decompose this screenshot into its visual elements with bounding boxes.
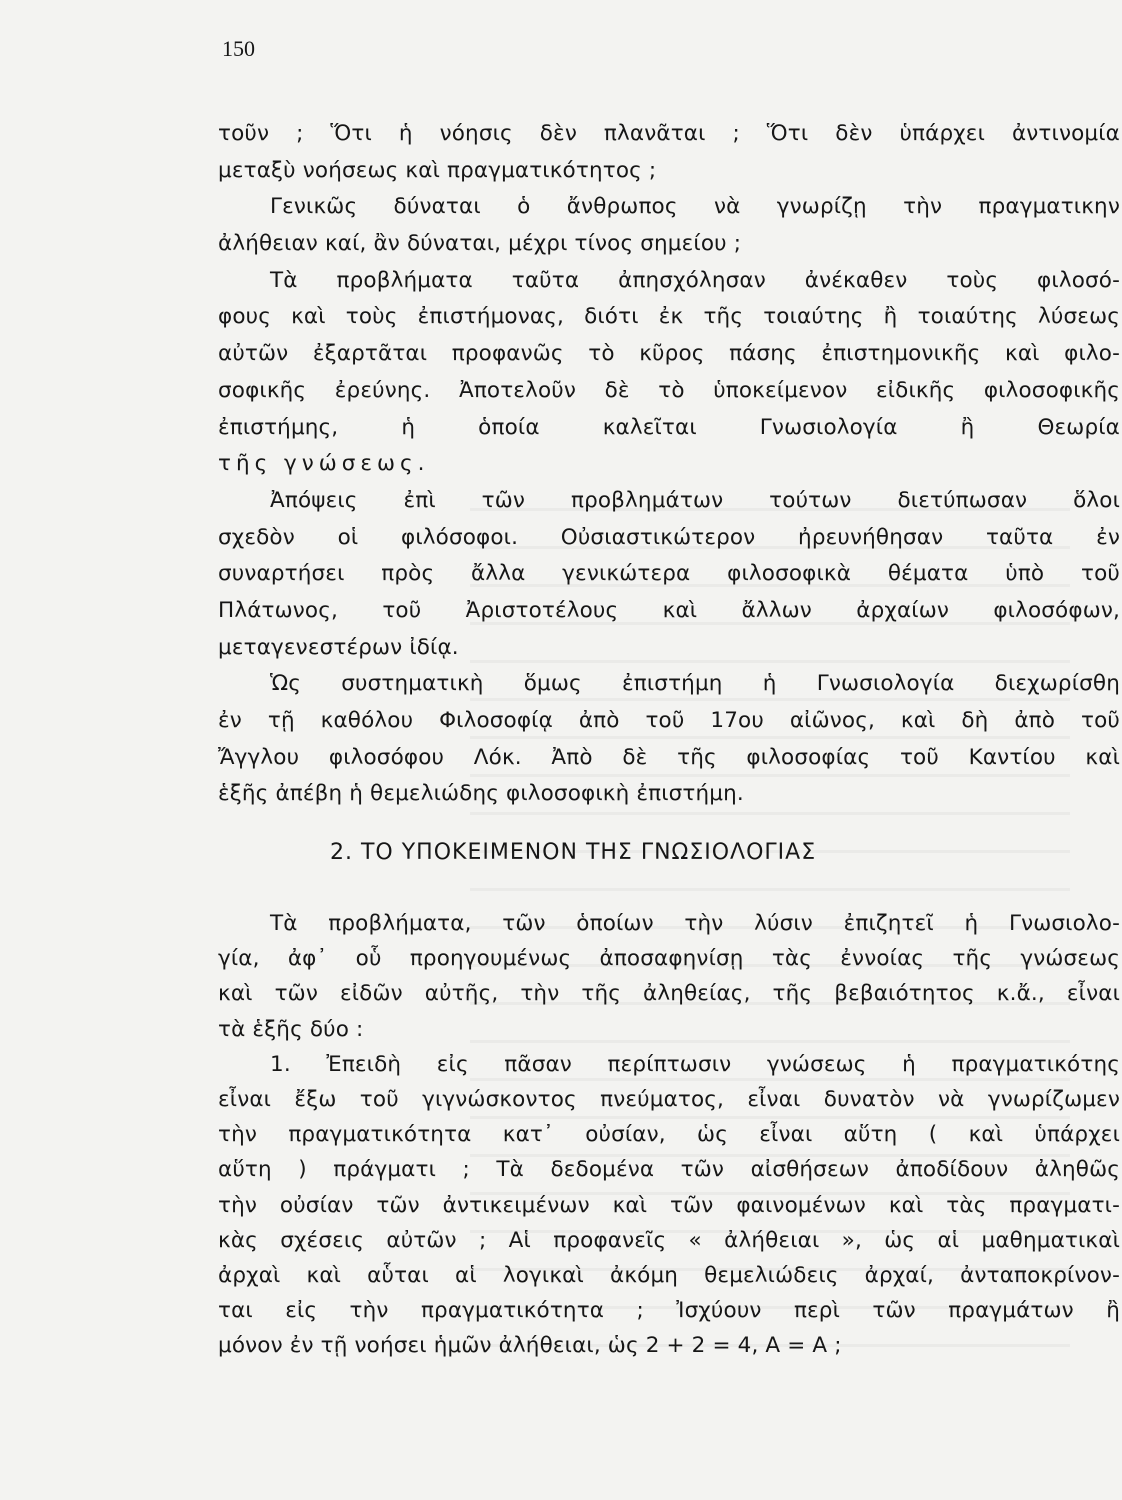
text-line: Ὡς συστηματικὴ ὅμως ἐπιστήμη ἡ Γνωσιολογία διεχωρίσθη (270, 671, 1120, 697)
text-line: τοῦν ; Ὅτι ἡ νόησις δὲν πλανᾶται ; Ὅτι δὲν ὑπάρχει ἀντινομία (218, 121, 1120, 146)
text-line: Ἀπόψεις ἐπὶ τῶν προβλημάτων τούτων διετύπωσαν ὅλοι (270, 487, 1120, 513)
text-line: καὶ τῶν εἰδῶν αὐτῆς, τὴν τῆς ἀληθείας, τῆς βεβαιότητος κ.ἄ., εἶναι (218, 981, 1120, 1007)
text-line: σχεδὸν οἱ φιλόσοφοι. Οὐσιαστικώτερον ἠρευνήθησαν ταῦτα ἐν (218, 524, 1120, 550)
page-number: 150 (222, 36, 255, 61)
text-line: Τὰ προβλήματα ταῦτα ἀπησχόλησαν ἀνέκαθεν τοὺς φιλοσό- (270, 267, 1120, 293)
text-line: ἀρχαὶ καὶ αὗται αἱ λογικαὶ ἀκόμη θεμελιώδεις ἀρχαί, ἀνταποκρίνον- (218, 1262, 1120, 1288)
text-line: κὰς σχέσεις αὐτῶν ; Αἱ προφανεῖς « ἀλήθειαι », ὡς αἱ μαθηματικαὶ (218, 1227, 1120, 1253)
text-line: ἑξῆς ἀπέβη ἡ θεμελιώδης φιλοσοφικὴ ἐπιστήμη. (218, 781, 744, 807)
text-line: τὰ ἑξῆς δύο : (218, 1016, 364, 1042)
text-line: μεταγενεστέρων ἰδίᾳ. (218, 634, 459, 660)
text-line: αὕτη ) πράγματι ; Τὰ δεδομένα τῶν αἰσθήσεων ἀποδίδουν ἀληθῶς (218, 1157, 1120, 1183)
text-line: ται εἰς τὴν πραγματικότητα ; Ἰσχύουν περὶ τῶν πραγμάτων ἢ (218, 1298, 1120, 1324)
paragraph (218, 189, 1120, 262)
text-line: ἀλήθειαν καί, ἂν δύναται, μέχρι τίνος σημείου ; (218, 231, 742, 257)
text-line: μόνον ἐν τῇ νοήσει ἡμῶν ἀλήθειαι, ὡς 2 + 2 = 4, Α = Α ; (218, 1333, 842, 1359)
text-line: συναρτήσει πρὸς ἄλλα γενικώτερα φιλοσοφικὰ θέματα ὑπὸ τοῦ (218, 561, 1120, 587)
text-line: Τὰ προβλήματα, τῶν ὁποίων τὴν λύσιν ἐπιζητεῖ ἡ Γνωσιολο- (270, 911, 1120, 936)
section-text-block (218, 906, 1120, 1363)
paragraph (218, 1047, 1120, 1364)
text-line: αὐτῶν ἐξαρτᾶται προφανῶς τὸ κῦρος πάσης ἐπιστημονικῆς καὶ φιλο- (218, 341, 1120, 367)
paragraph (218, 483, 1120, 666)
text-line: τὴν οὐσίαν τῶν ἀντικειμένων καὶ τῶν φαινομένων καὶ τὰς πραγματι- (218, 1192, 1120, 1218)
paragraph (218, 116, 1120, 189)
text-line: ἐπιστήμης, ἡ ὁποία καλεῖται Γνωσιολογία ἢ Θεωρία (218, 414, 1120, 440)
section-heading: 2. ΤΟ ΥΠΟΚΕΙΜΕΝΟΝ ΤΗΣ ΓΝΩΣΙΟΛΟΓΙΑΣ (330, 840, 817, 865)
paragraph (218, 906, 1120, 1047)
text-line: σοφικῆς ἐρεύνης. Ἀποτελοῦν δὲ τὸ ὑποκείμενον εἰδικῆς φιλοσοφικῆς (218, 377, 1120, 403)
text-line: φους καὶ τοὺς ἐπιστήμονας, διότι ἐκ τῆς τοιαύτης ἢ τοιαύτης λύσεως (218, 304, 1120, 330)
text-line: ἐν τῇ καθόλου Φιλοσοφίᾳ ἀπὸ τοῦ 17ου αἰῶνος, καὶ δὴ ἀπὸ τοῦ (218, 708, 1120, 733)
text-line: μεταξὺ νοήσεως καὶ πραγματικότητος ; (218, 157, 657, 183)
text-line: 1. Ἐπειδὴ εἰς πᾶσαν περίπτωσιν γνώσεως ἡ πραγματικότης (270, 1051, 1120, 1077)
text-line: Ἄγγλου φιλοσόφου Λόκ. Ἀπὸ δὲ τῆς φιλοσοφίας τοῦ Καντίου καὶ (218, 744, 1120, 770)
text-line: Γενικῶς δύναται ὁ ἄνθρωπος νὰ γνωρίζῃ τὴν πραγματικην (270, 194, 1120, 220)
paragraph (218, 263, 1120, 483)
text-line: Πλάτωνος, τοῦ Ἀριστοτέλους καὶ ἄλλων ἀρχαίων φιλοσόφων, (218, 597, 1120, 623)
paragraph (218, 666, 1120, 813)
text-line: τὴν πραγματικότητα κατ᾽ οὐσίαν, ὡς εἶναι αὕτη ( καὶ ὑπάρχει (218, 1122, 1120, 1148)
intro-text-block (218, 116, 1120, 813)
text-line: εἶναι ἔξω τοῦ γιγνώσκοντος πνεύματος, εἶναι δυνατὸν νὰ γνωρίζωμεν (218, 1086, 1120, 1112)
text-line: γία, ἀφ᾽ οὗ προηγουμένως ἀποσαφηνίσῃ τὰς ἐννοίας τῆς γνώσεως (218, 946, 1120, 972)
text-line: τῆς γνώσεως. (218, 451, 430, 477)
